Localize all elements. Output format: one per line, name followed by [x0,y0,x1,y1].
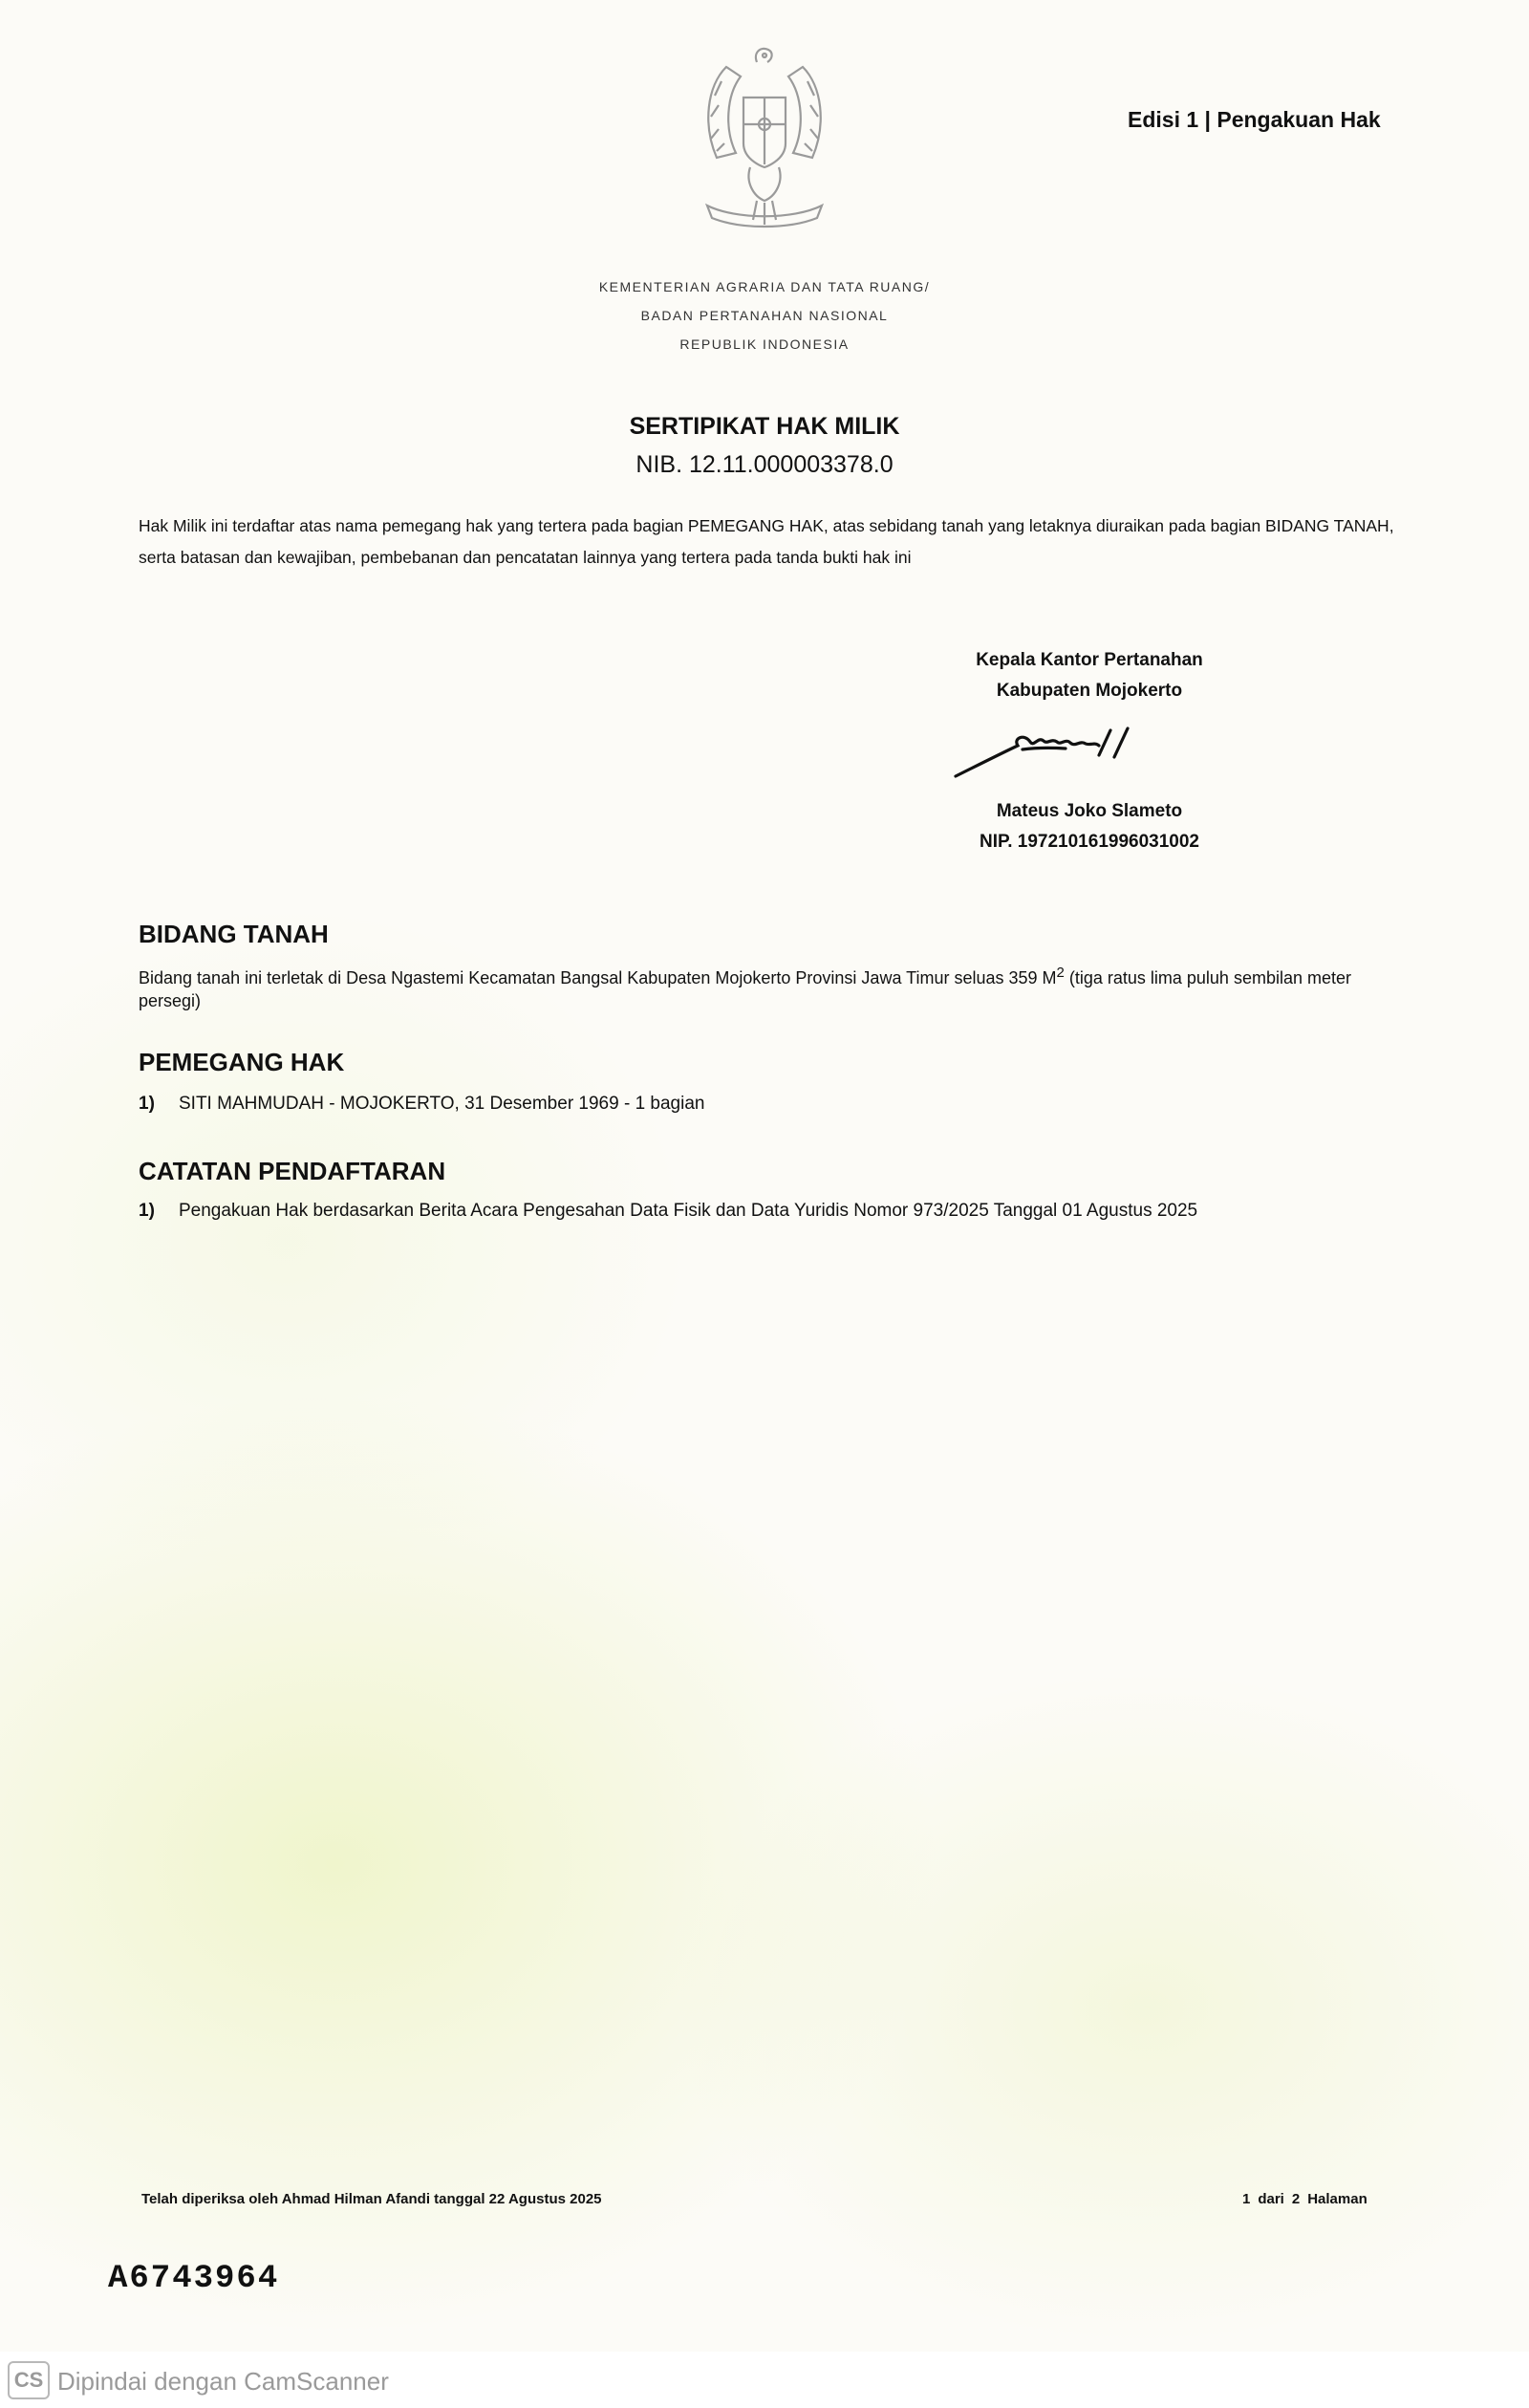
certificate-title: SERTIPIKAT HAK MILIK [629,413,900,440]
bidang-tanah-text-rest: (tiga ratus lima puluh sembilan meter persegi) [139,968,1351,1010]
list-item-number: 1) [139,1094,155,1114]
signatory-name: Mateus Joko Slameto [996,801,1183,821]
pemegang-hak-heading: PEMEGANG HAK [139,1048,345,1076]
handwritten-signature [946,709,1156,786]
page-total: 2 [1291,2191,1301,2207]
list-item-number: 1) [139,1201,155,1221]
edition-label: Edisi 1 | Pengakuan Hak [1128,107,1381,132]
signatory-office-line1: Kepala Kantor Pertanahan [976,650,1203,670]
page-current: 1 [1242,2191,1251,2207]
garuda-emblem-icon [669,38,860,239]
pemegang-hak-entry: SITI MAHMUDAH - MOJOKERTO, 31 Desember 1969 - 1 bagian [179,1094,705,1114]
certificate-nib: NIB. 12.11.000003378.0 [635,451,894,478]
serial-number: A6743964 [108,2261,280,2297]
signatory-office-line2: Kabupaten Mojokerto [996,681,1183,701]
ministry-name-line3: REPUBLIK INDONESIA [679,336,850,352]
list-item [139,1201,1197,1222]
list-item [139,1094,704,1115]
page-word: Halaman [1307,2191,1367,2207]
page-indicator [1242,2191,1375,2207]
ministry-name-line1: KEMENTERIAN AGRARIA DAN TATA RUANG/ [598,279,931,294]
ministry-name-line2: BADAN PERTANAHAN NASIONAL [640,308,889,323]
signatory-nip: NIP. 197210161996031002 [980,832,1199,852]
certificate-intro: Hak Milik ini terdaftar atas nama pemegang hak yang tertera pada bagian PEMEGANG HAK, atas sebidang tanah yang letaknya diuraikan pada bagian BIDANG TANAH, serta batasan dan kewajiban, pembebanan dan pencatatan lainnya yang tertera pada tanda bukti hak ini [139,516,1394,567]
area-superscript: 2 [1056,965,1065,981]
bidang-tanah-text [139,962,1390,1012]
camscanner-logo-icon: CS [8,2361,50,2399]
catatan-pendaftaran-heading: CATATAN PENDAFTARAN [139,1157,446,1185]
camscanner-watermark-text: Dipindai dengan CamScanner [57,2367,389,2396]
catatan-entry: Pengakuan Hak berdasarkan Berita Acara Pengesahan Data Fisik dan Data Yuridis Nomor 973/2025 Tanggal 01 Agustus 2025 [179,1201,1198,1221]
bidang-tanah-heading: BIDANG TANAH [139,920,329,948]
bidang-tanah-text-main: Bidang tanah ini terletak di Desa Ngastemi Kecamatan Bangsal Kabupaten Mojokerto Provinsi Jawa Timur seluas 359 M [139,968,1057,987]
page-of: dari [1258,2191,1284,2207]
checked-by-note: Telah diperiksa oleh Ahmad Hilman Afandi tanggal 22 Agustus 2025 [141,2191,602,2207]
